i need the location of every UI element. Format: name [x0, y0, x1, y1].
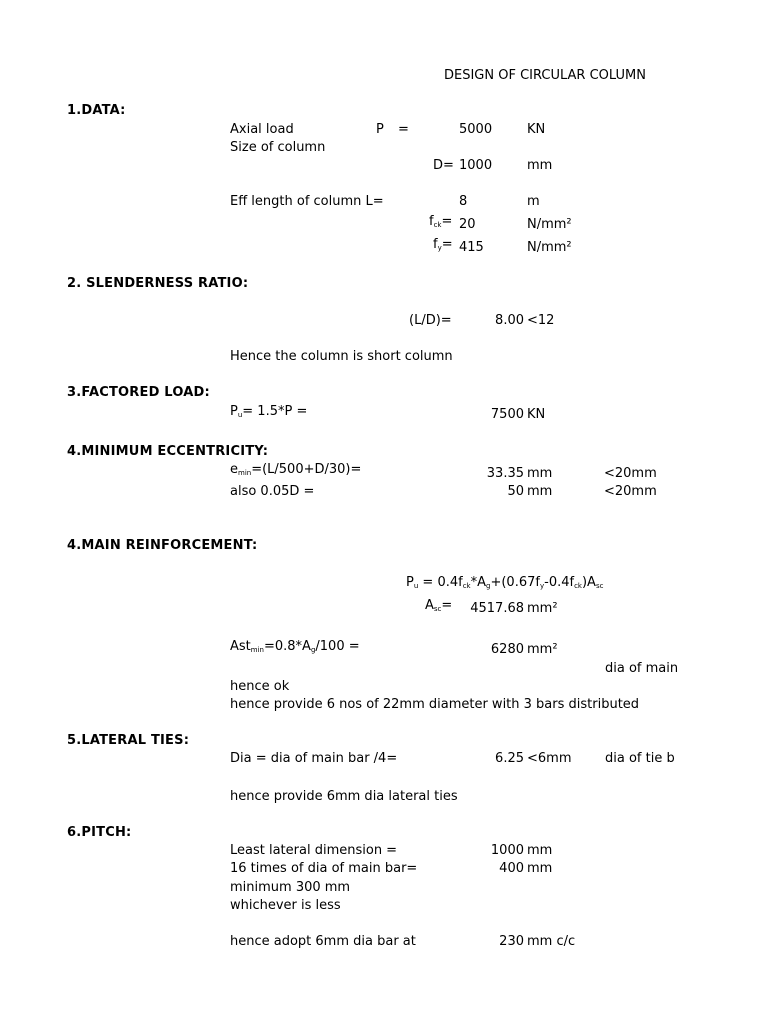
least-dimension-label: Least lateral dimension =: [230, 843, 398, 858]
axial-load-label: Axial load: [230, 122, 294, 137]
p-equals: =: [398, 122, 409, 137]
fy-unit: N/mm²: [527, 240, 572, 255]
section-heading-eccentricity: 4.MINIMUM ECCENTRICITY:: [67, 444, 269, 459]
diameter-unit: mm: [527, 158, 553, 173]
asc-unit: mm²: [527, 601, 558, 616]
sixteen-dia-unit: mm: [527, 861, 553, 876]
fck-unit: N/mm²: [527, 217, 572, 232]
section-heading-pitch: 6.PITCH:: [67, 825, 132, 840]
emin-value: 33.35: [486, 466, 524, 481]
diameter-label: D=: [433, 158, 454, 173]
sixteen-dia-value: 400: [499, 861, 524, 876]
fck-value: 20: [459, 217, 476, 232]
least-dimension-value: 1000: [490, 843, 524, 858]
column-size-label: Size of column: [230, 140, 326, 155]
emin-unit: mm: [527, 466, 553, 481]
adopt-pitch-value: 230: [499, 934, 524, 949]
adopt-pitch-unit: mm c/c: [527, 934, 576, 949]
sixteen-dia-label: 16 times of dia of main bar=: [230, 861, 418, 876]
tie-dia-limit: <6mm: [527, 751, 572, 766]
eff-length-value: 8: [459, 194, 468, 209]
ratio-value: 8.00: [495, 313, 524, 328]
pu-unit: KN: [527, 407, 546, 422]
ast-min-unit: mm²: [527, 642, 558, 657]
least-dimension-unit: mm: [527, 843, 553, 858]
whichever-less-text: whichever is less: [230, 898, 341, 913]
emin-formula: $e_{min}=(L/500+D/30)=$: [230, 462, 362, 477]
section-heading-slenderness: 2. SLENDERNESS RATIO:: [67, 276, 249, 291]
fy-symbol: $f_y=$: [433, 237, 453, 252]
eff-length-label: Eff length of column L=: [230, 194, 384, 209]
diameter-value: 1000: [459, 158, 493, 173]
ast-min-formula: $Ast_{min}=0.8*A_g/100$ =: [230, 639, 360, 654]
pu-value: 7500: [490, 407, 524, 422]
also-unit: mm: [527, 484, 553, 499]
pu-equation: $P_u = 0.4f_{ck}*A_g+(0.67f_y-0.4f_{ck})A_{sc}$: [406, 575, 604, 590]
also-value: 50: [507, 484, 524, 499]
fck-symbol: $f_{ck}=$: [429, 214, 453, 229]
eff-length-unit: m: [527, 194, 540, 209]
ast-min-value: 6280: [490, 642, 524, 657]
hence-ok-text: hence ok: [230, 679, 290, 694]
slenderness-conclusion: Hence the column is short column: [230, 349, 453, 364]
emin-limit: <20mm: [604, 466, 657, 481]
section-heading-factored-load: 3.FACTORED LOAD:: [67, 385, 210, 400]
axial-load-unit: KN: [527, 122, 546, 137]
ratio-limit: <12: [527, 313, 555, 328]
dia-main-note: dia of main: [605, 662, 679, 676]
p-symbol: P: [376, 122, 384, 137]
axial-load-value: 5000: [459, 122, 493, 137]
minimum-pitch-text: minimum 300 mm: [230, 880, 351, 895]
tie-dia-value: 6.25: [495, 751, 524, 766]
asc-value: 4517.68: [470, 601, 524, 616]
asc-symbol: $A_{sc}=$: [425, 598, 453, 613]
provide-ties-text: hence provide 6mm dia lateral ties: [230, 789, 458, 804]
pu-formula: $P_u= 1.5*P$ =: [230, 404, 308, 419]
ratio-label: (L/D)=: [409, 313, 452, 328]
also-label: also 0.05D =: [230, 484, 315, 499]
section-heading-lateral-ties: 5.LATERAL TIES:: [67, 733, 190, 748]
fy-value: 415: [459, 240, 484, 255]
tie-note: dia of tie b: [605, 752, 675, 766]
section-heading-data: 1.DATA:: [67, 103, 126, 118]
section-heading-main-reinforcement: 4.MAIN REINFORCEMENT:: [67, 538, 258, 553]
provide-bars-text: hence provide 6 nos of 22mm diameter with 3 bars distributed: [230, 697, 640, 712]
page-title: DESIGN OF CIRCULAR COLUMN: [444, 69, 646, 83]
tie-dia-label: Dia = dia of main bar /4=: [230, 751, 398, 766]
also-limit: <20mm: [604, 484, 657, 499]
adopt-pitch-label: hence adopt 6mm dia bar at: [230, 934, 416, 949]
